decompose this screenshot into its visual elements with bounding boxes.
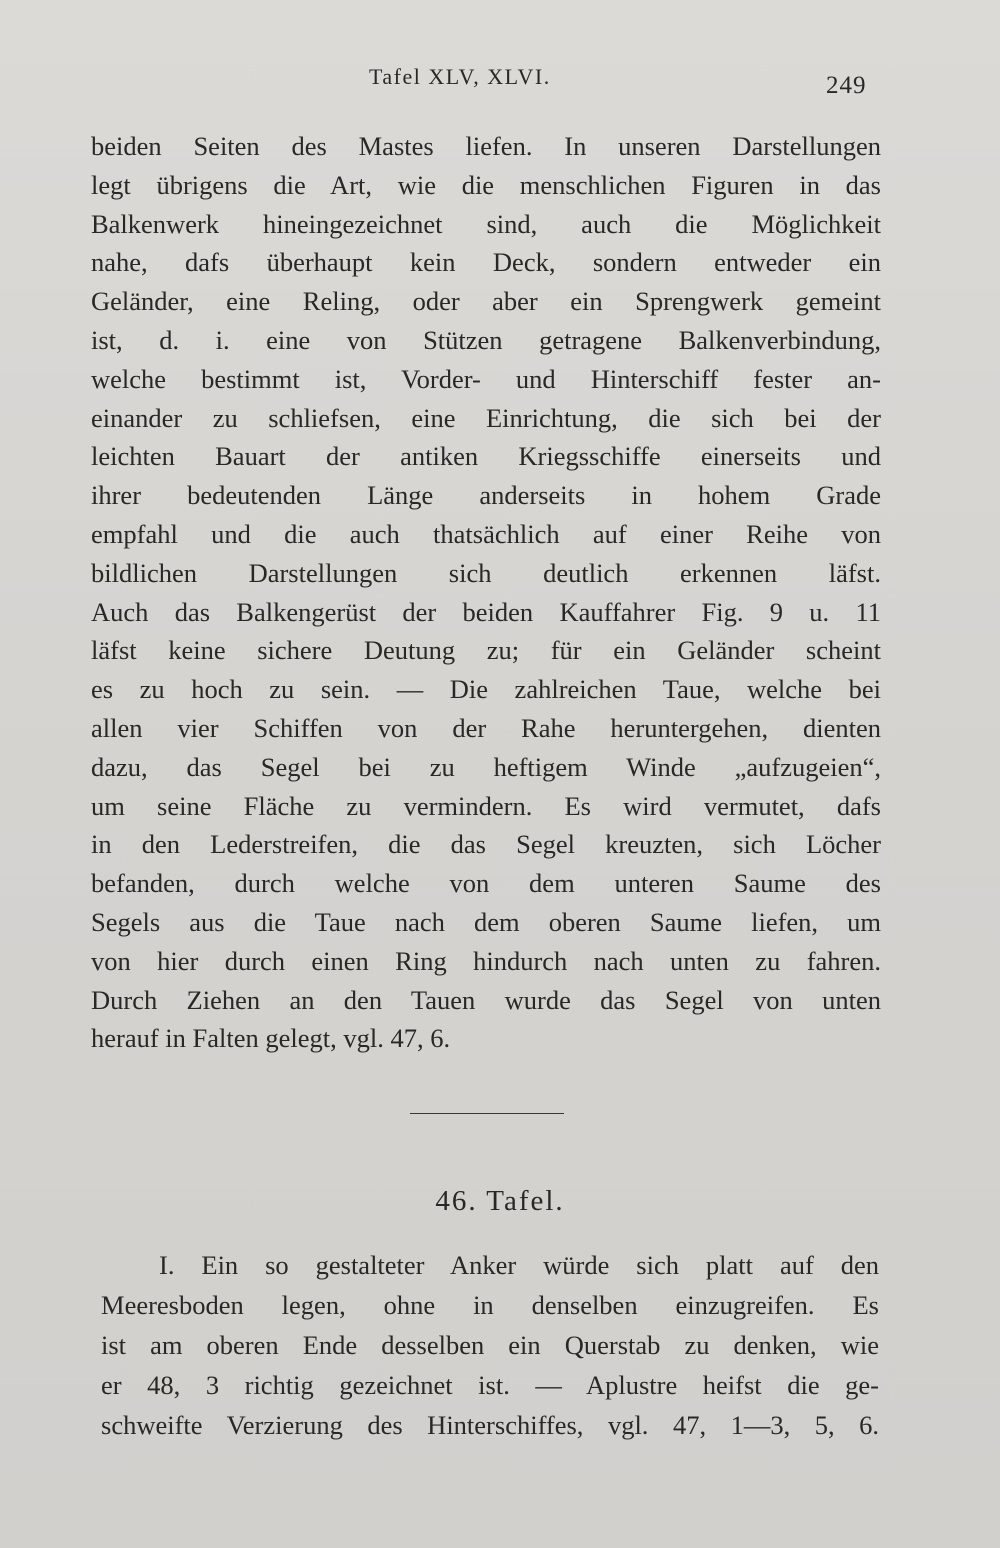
text-line: einander zu schliefsen, eine Einrichtung, die sich bei der — [91, 402, 881, 433]
text-line: bildlichen Darstellungen sich deutlich erkennen läfst. — [91, 557, 881, 588]
text-line: Meeresboden legen, ohne in denselben einzugreifen. Es — [101, 1290, 879, 1320]
text-line: allen vier Schiffen von der Rahe heruntergehen, dienten — [91, 712, 881, 743]
text-line: nahe, dafs überhaupt kein Deck, sondern entweder ein — [91, 247, 881, 278]
text-line: von hier durch einen Ring hindurch nach unten zu fahren. — [91, 945, 881, 976]
running-head — [0, 62, 1000, 99]
text-line: läfst keine sichere Deutung zu; für ein Geländer scheint — [91, 635, 881, 666]
text-line: leichten Bauart der antiken Kriegsschiffe einerseits und — [91, 441, 881, 472]
text-line: ihrer bedeutenden Länge anderseits in hohem Grade — [91, 480, 881, 511]
text-line: dazu, das Segel bei zu heftigem Winde „aufzugeien“, — [91, 751, 881, 782]
body-paragraph — [91, 127, 881, 1058]
text-line: ist am oberen Ende desselben ein Querstab zu denken, wie — [101, 1330, 879, 1360]
section-heading: 46. Tafel. — [435, 1185, 565, 1217]
text-line: er 48, 3 richtig gezeichnet ist. — Aplustre heifst die ge- — [101, 1370, 879, 1400]
text-line: befanden, durch welche von dem unteren Saume des — [91, 868, 881, 899]
text-line: Auch das Balkengerüst der beiden Kauffahrer Fig. 9 u. 11 — [91, 596, 881, 627]
text-line: Durch Ziehen an den Tauen wurde das Segel von unten — [91, 984, 881, 1015]
text-line: Balkenwerk hineingezeichnet sind, auch die Möglichkeit — [91, 208, 881, 239]
text-line: Segels aus die Taue nach dem oberen Saume liefen, um — [91, 906, 881, 937]
text-line: welche bestimmt ist, Vorder- und Hinterschiff fester an- — [91, 363, 881, 394]
text-line: um seine Fläche zu vermindern. Es wird vermutet, dafs — [91, 790, 881, 821]
running-title: Tafel XLV, XLVI. — [369, 64, 551, 89]
text-line: schweifte Verzierung des Hinterschiffes, vgl. 47, 1—3, 5, 6. — [101, 1410, 879, 1440]
section-paragraph — [101, 1245, 879, 1445]
text-line: herauf in Falten gelegt, vgl. 47, 6. — [91, 1023, 451, 1054]
text-line: in den Lederstreifen, die das Segel kreuzten, sich Löcher — [91, 829, 881, 860]
text-line: es zu hoch zu sein. — Die zahlreichen Taue, welche bei — [91, 674, 881, 705]
text-line: empfahl und die auch thatsächlich auf einer Reihe von — [91, 518, 881, 549]
text-line: ist, d. i. eine von Stützen getragene Balkenverbindung, — [91, 324, 881, 355]
text-line: Geländer, eine Reling, oder aber ein Sprengwerk gemeint — [91, 286, 881, 317]
text-line: I. Ein so gestalteter Anker würde sich platt auf den — [159, 1250, 879, 1280]
page-number: 249 — [826, 72, 867, 99]
section-divider — [410, 1113, 564, 1114]
text-line: beiden Seiten des Mastes liefen. In unseren Darstellungen — [91, 131, 881, 161]
text-line: legt übrigens die Art, wie die menschlichen Figuren in das — [91, 169, 881, 200]
